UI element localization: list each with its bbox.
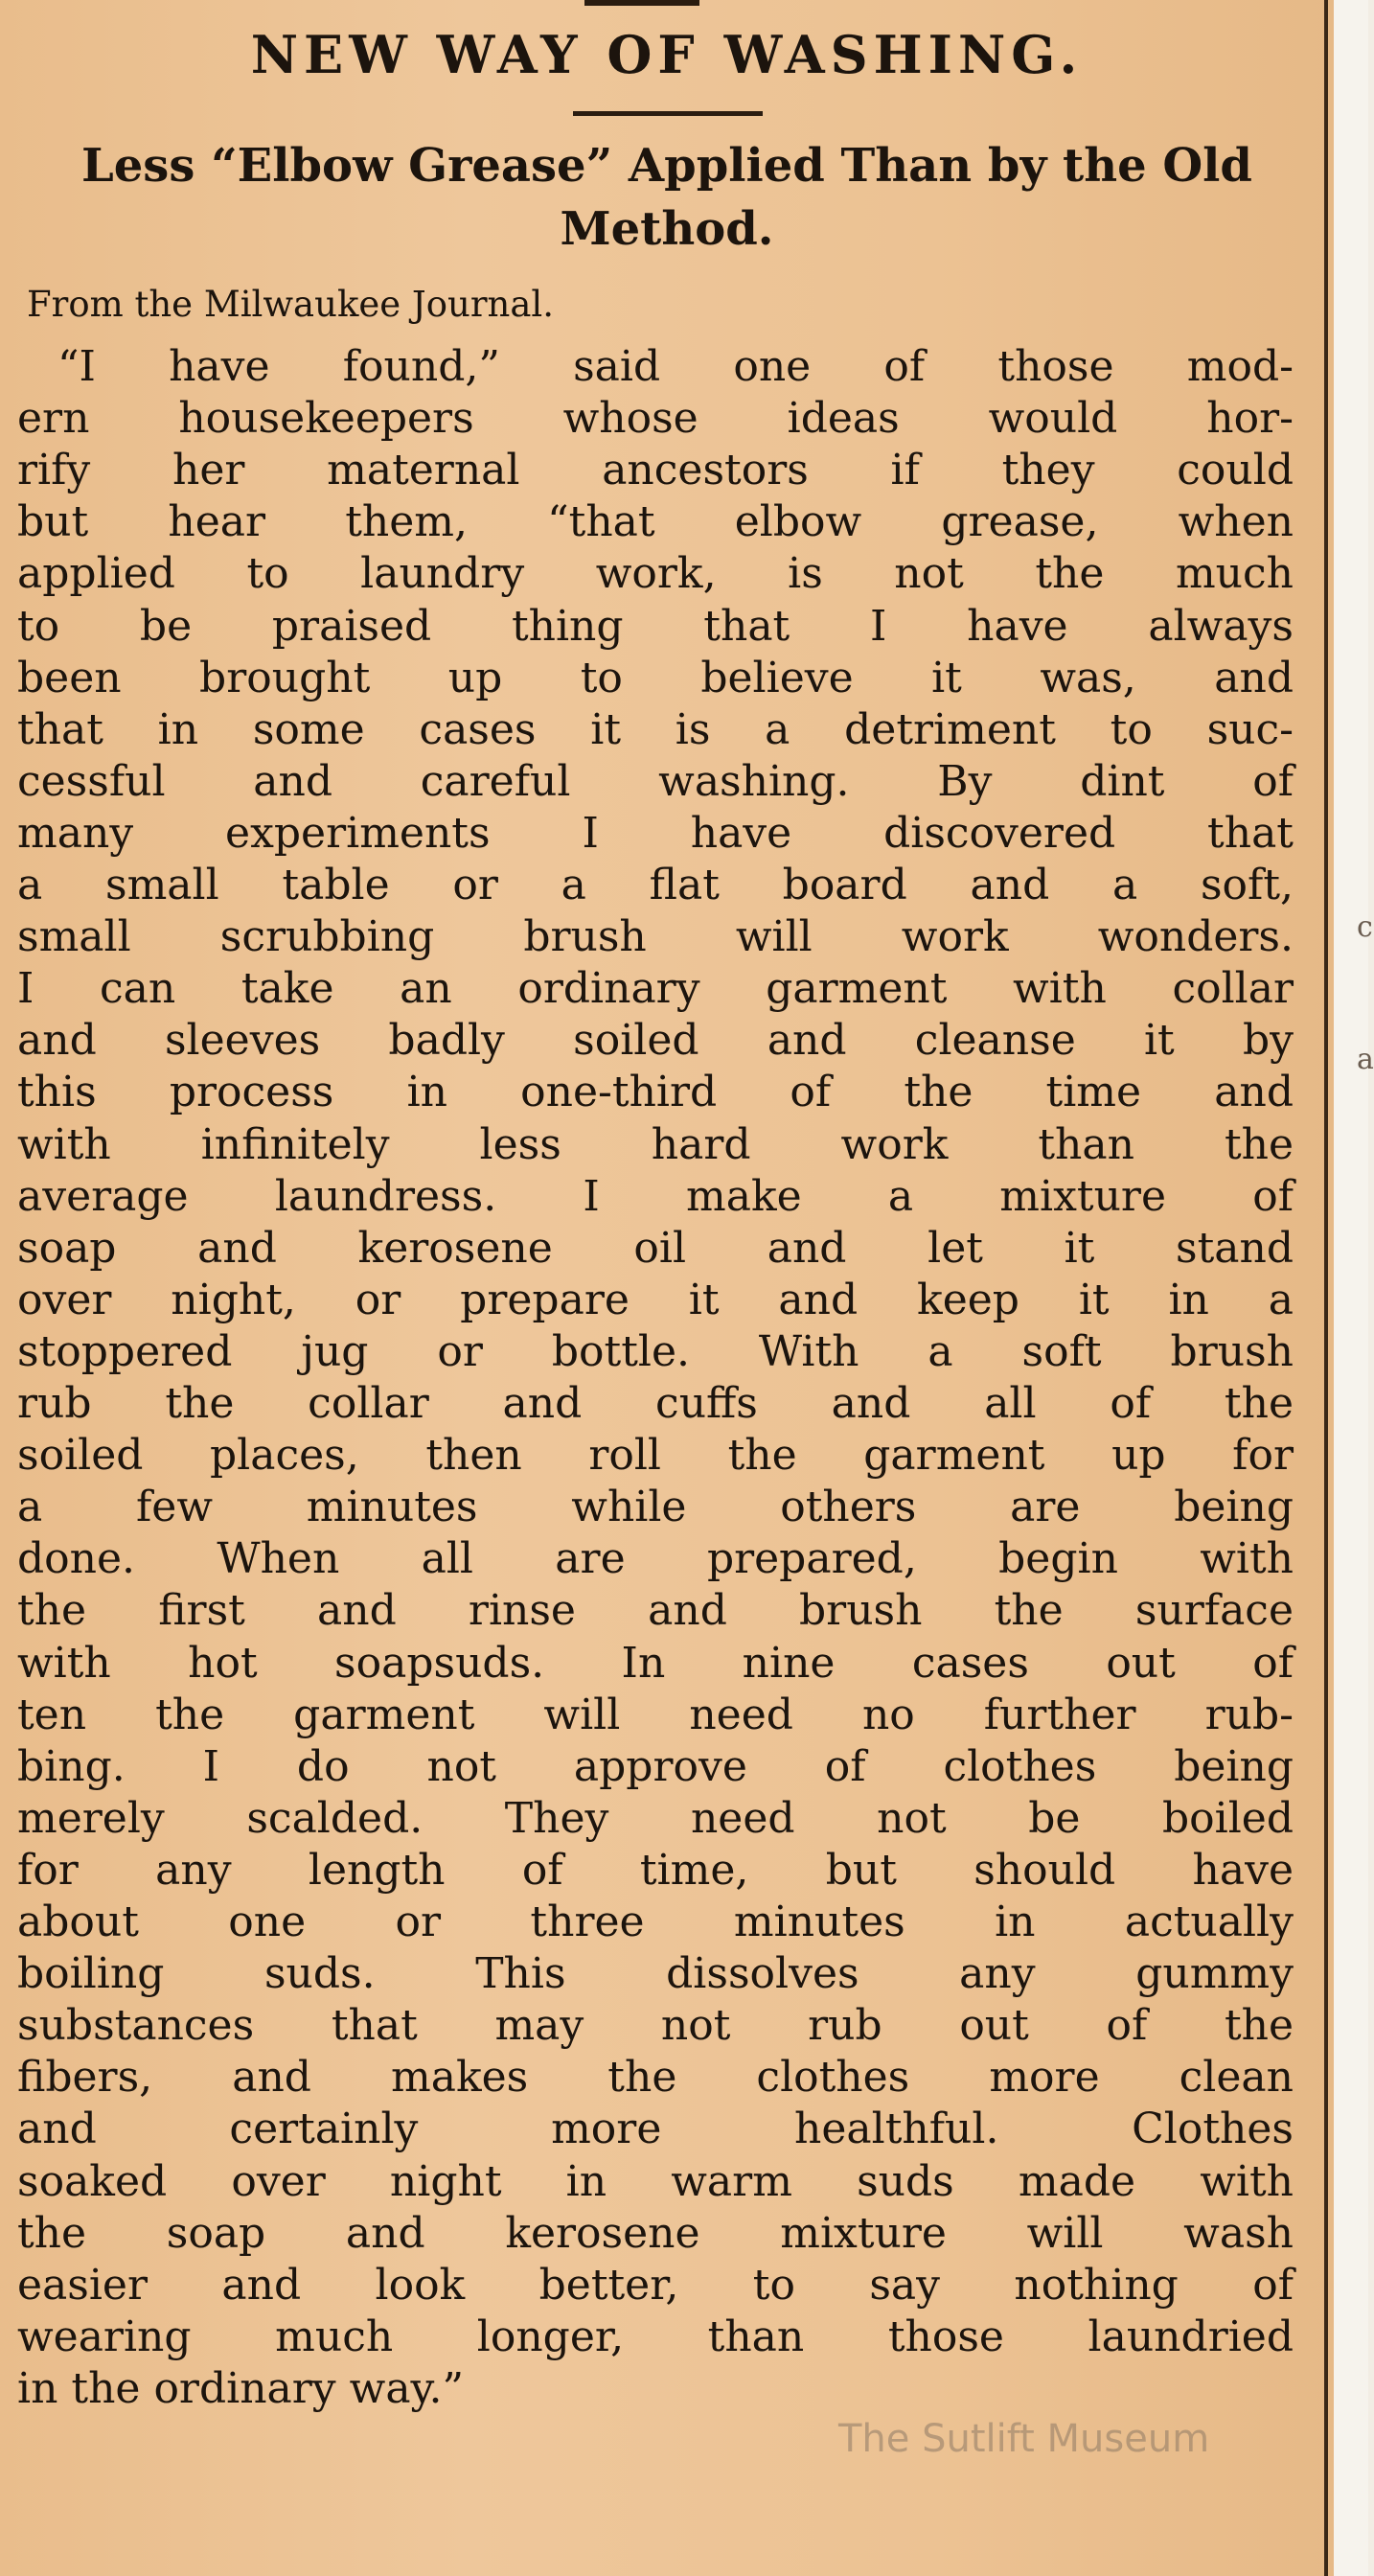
article-line: rub the collar and cuffs and all of the xyxy=(17,1379,1294,1428)
article-line: many experiments I have discovered that xyxy=(17,809,1294,858)
article-line: average laundress. I make a mixture of xyxy=(17,1172,1294,1221)
article-line: to be praised thing that I have always xyxy=(17,602,1294,651)
article-line: and certainly more healthful. Clothes xyxy=(17,2104,1294,2153)
article-line: applied to laundry work, is not the much xyxy=(17,549,1294,598)
article-line: bing. I do not approve of clothes being xyxy=(17,1742,1294,1791)
article-line: wearing much longer, than those laundried xyxy=(17,2312,1294,2361)
article-line: stoppered jug or bottle. With a soft brush xyxy=(17,1327,1294,1376)
article-line: with hot soapsuds. In nine cases out of xyxy=(17,1639,1294,1688)
article-line: cessful and careful washing. By dint of xyxy=(17,757,1294,806)
adjacent-column-edge xyxy=(1334,0,1368,2576)
article-line: done. When all are prepared, begin with xyxy=(17,1534,1294,1583)
article-line: a few minutes while others are being xyxy=(17,1483,1294,1531)
article-line: ten the garment will need no further rub- xyxy=(17,1690,1294,1739)
margin-fragment: c xyxy=(1357,910,1373,944)
article-line: soap and kerosene oil and let it stand xyxy=(17,1224,1294,1273)
margin-fragment: a xyxy=(1357,1043,1374,1076)
headline-divider xyxy=(573,111,763,116)
article-line: that in some cases it is a detriment to suc- xyxy=(17,705,1294,754)
article-line: merely scalded. They need not be boiled xyxy=(17,1794,1294,1843)
source-credit: From the Milwaukee Journal. xyxy=(27,284,555,325)
article-line: fibers, and makes the clothes more clean xyxy=(17,2053,1294,2102)
article-line: this process in one-third of the time and xyxy=(17,1068,1294,1116)
article-line: a small table or a flat board and a soft, xyxy=(17,861,1294,909)
article-line: but hear them, “that elbow grease, when xyxy=(17,497,1294,546)
article-line: rify her maternal ancestors if they could xyxy=(17,446,1294,494)
article-line: been brought up to believe it was, and xyxy=(17,654,1294,702)
article-line: ern housekeepers whose ideas would hor- xyxy=(17,394,1294,443)
article-line: boiling suds. This dissolves any gummy xyxy=(17,1949,1294,1998)
article-line: about one or three minutes in actually xyxy=(17,1898,1294,1946)
article-line: “I have found,” said one of those mod- xyxy=(57,342,1294,391)
article-line: I can take an ordinary garment with collar xyxy=(17,964,1294,1013)
museum-watermark: The Sutlift Museum xyxy=(838,2417,1210,2461)
subheadline: Less “Elbow Grease” Applied Than by the Old Method. xyxy=(81,139,1252,256)
article-line: for any length of time, but should have xyxy=(17,1846,1294,1895)
article-line: easier and look better, to say nothing of xyxy=(17,2261,1294,2310)
article-line: substances that may not rub out of the xyxy=(17,2001,1294,2050)
article-line: in the ordinary way.” xyxy=(17,2364,465,2413)
article-line: with infinitely less hard work than the xyxy=(17,1120,1294,1169)
article-line: soiled places, then roll the garment up for xyxy=(17,1431,1294,1480)
article-line: small scrubbing brush will work wonders. xyxy=(17,912,1294,961)
headline: NEW WAY OF WASHING. xyxy=(250,24,1084,85)
article-line: the first and rinse and brush the surface xyxy=(17,1586,1294,1635)
article-line: over night, or prepare it and keep it in a xyxy=(17,1276,1294,1324)
article-line: the soap and kerosene mixture will wash xyxy=(17,2209,1294,2258)
column-rule xyxy=(1324,0,1328,2576)
top-ornament-rule xyxy=(584,0,699,6)
article-line: and sleeves badly soiled and cleanse it by xyxy=(17,1016,1294,1065)
article-line: soaked over night in warm suds made with xyxy=(17,2157,1294,2206)
